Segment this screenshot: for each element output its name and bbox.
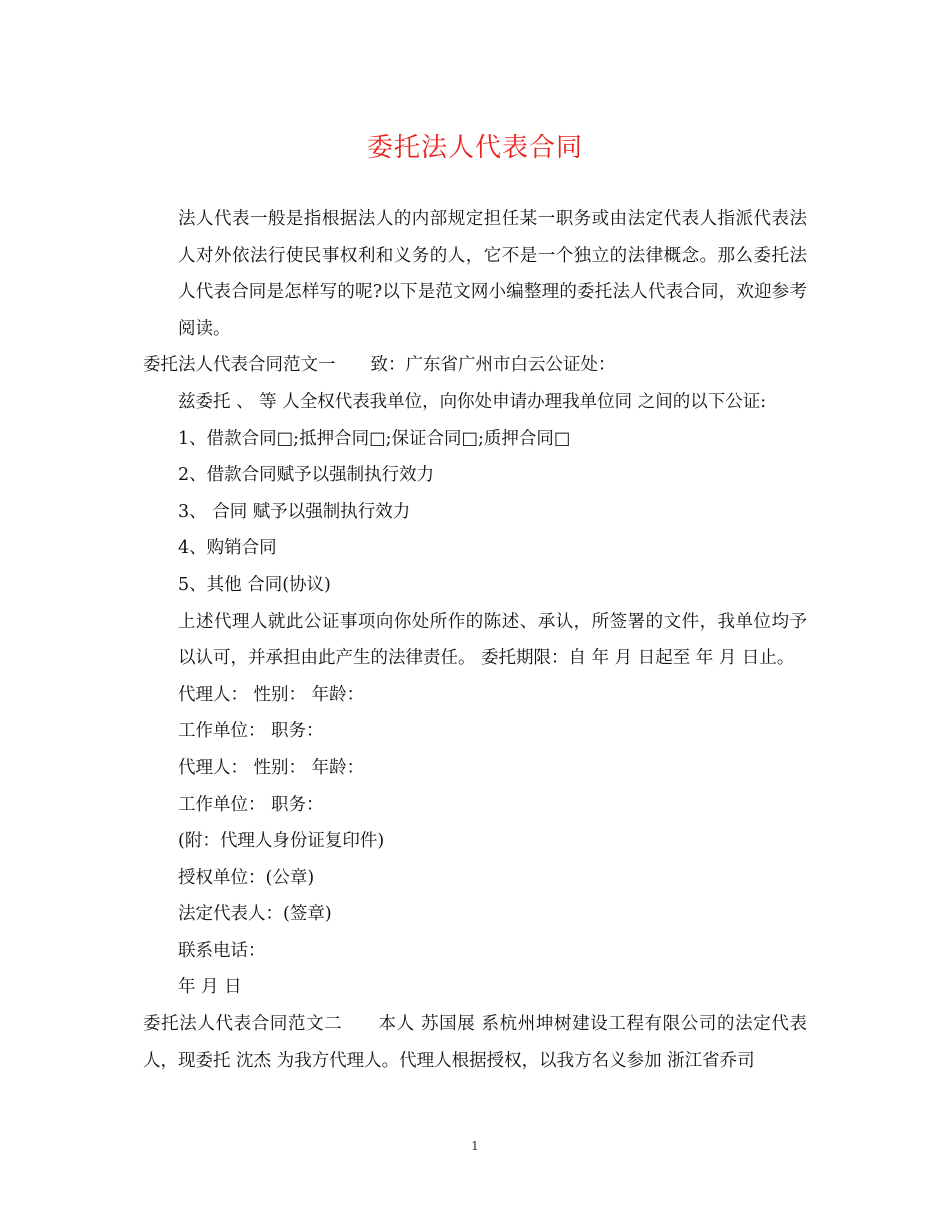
list-item-1: 1、借款合同□;抵押合同□;保证合同□;质押合同□ [178, 428, 571, 449]
entrustment-statement: 兹委托 、 等 人全权代表我单位，向你处申请办理我单位同 之间的以下公证: [178, 391, 767, 412]
document-body [143, 201, 807, 1079]
list-item-5: 5、其他 合同(协议) [178, 574, 331, 595]
date-line: 年 月 日 [178, 977, 242, 998]
list-item-3: 3、 合同 赋予以强制执行效力 [178, 501, 411, 522]
legal-representative-line: 法定代表人：(签章) [178, 904, 332, 925]
agent-work-line: 工作单位： 职务： [178, 794, 324, 815]
agent-info-line: 代理人： 性别： 年龄： [178, 684, 365, 705]
liability-paragraph: 上述代理人就此公证事项向你处所作的陈述、承认，所签署的文件，我单位均予以认可，并承担由此产生的法律责任。 委托期限：自 年 月 日起至 年 月 日止。 [178, 611, 807, 669]
agent-info-line: 代理人： 性别： 年龄： [178, 757, 365, 778]
document-title: 委托法人代表合同 [366, 133, 583, 163]
contact-phone-line: 联系电话： [178, 940, 266, 961]
intro-paragraph: 法人代表一般是指根据法人的内部规定担任某一职务或由法定代表人指派代表法人对外依法行使民事权利和义务的人，它不是一个独立的法律概念。那么委托法人代表合同是怎样写的呢?以下是范文网小编整理的委托法人代表合同，欢迎参考阅读。 [178, 209, 807, 339]
list-item-2: 2、借款合同赋予以强制执行效力 [178, 465, 435, 486]
sample-one-heading: 委托法人代表合同范文一 致：广东省广州市白云公证处： [143, 355, 616, 376]
agent-work-line: 工作单位： 职务： [178, 721, 324, 742]
list-item-4: 4、购销合同 [178, 538, 277, 559]
sample-two-paragraph: 委托法人代表合同范文二 本人 苏国展 系杭州坤树建设工程有限公司的法定代表人，现委托 沈杰 为我方代理人。代理人根据授权，以我方名义参加 浙江省乔司 [143, 1014, 807, 1071]
page-number: 1 [471, 1139, 479, 1153]
attachment-note: (附：代理人身份证复印件) [178, 831, 385, 852]
authorizing-unit-line: 授权单位：(公章) [178, 867, 315, 888]
